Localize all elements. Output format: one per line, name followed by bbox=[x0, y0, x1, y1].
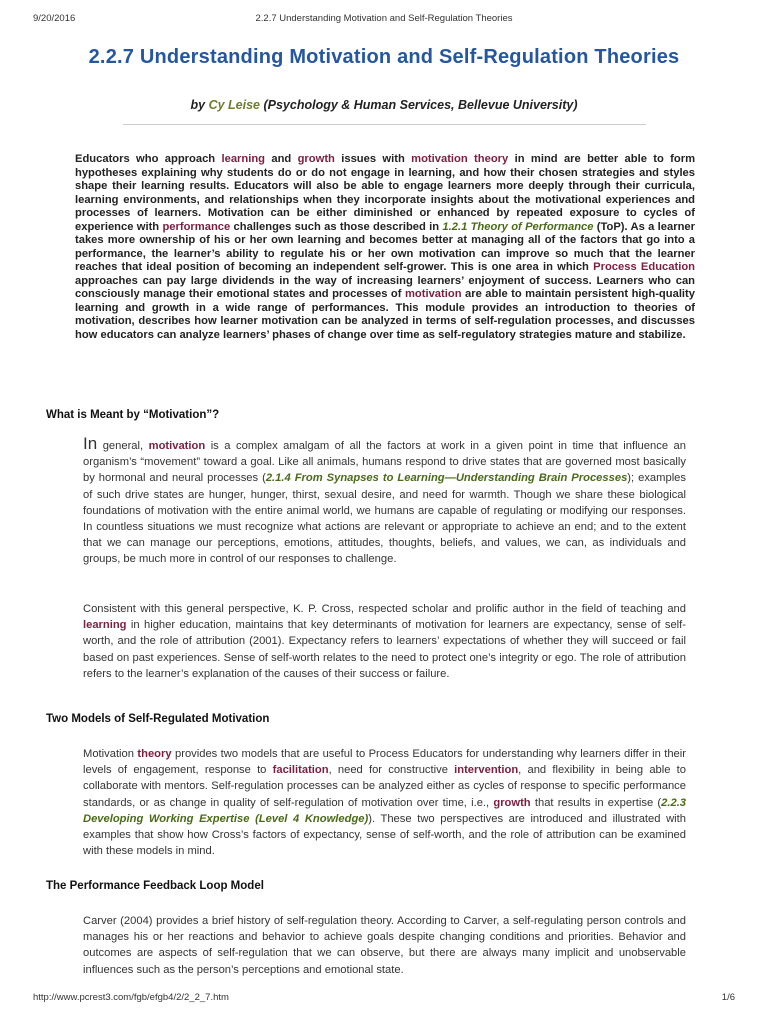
body-text: in higher education, maintains that key determinants of motivation for learners are expectancy, sense of self-worth, and the role of attribution (2001). Expectancy refers to learners’ expectations of whether they will succeed or fail based on past experiences. Sense of self-worth relates to the need to protect one’s integrity or ego. The role of attribution refers to the learner’s explanation of the causes of their success or failure. bbox=[83, 619, 686, 680]
module-link-theory-of-performance[interactable]: 1.2.1 Theory of Performance bbox=[442, 220, 594, 233]
section-heading-two-models: Two Models of Self-Regulated Motivation bbox=[46, 713, 270, 725]
body-text: ); examples of such drive states are hunger, hunger, thirst, sexual desire, and need for warmth. Though we share these biological foundations of motivation with the entire animal world, we humans are capable of regulating or modifying our responses. In countless situations we must recognize what actions are relevant or appropriate to achieve an end; and to the extent that we can manage our perceptions, emotions, attitudes, thoughts, beliefs, and values, we can, as individuals and groups, be much more in control of our responses to challenge. bbox=[83, 472, 686, 566]
intro-text: (ToP). As a learner takes more ownership of his or her own learning and becomes better at managing all of the factors that go into a performance, the learner’s ability to regulate his or her own motivation can improve so much that the learner reaches that ideal position of becoming an independent self-grower. This is one area in which bbox=[75, 220, 695, 273]
module-link-synapses-to-learning[interactable]: 2.1.4 From Synapses to Learning—Understanding Brain Processes bbox=[265, 472, 628, 485]
drop-cap: In bbox=[83, 434, 98, 453]
body-text: , and flexibility in being able to collaborate with mentors. Self-regulation processes can be analyzed either as cycles of response to specific performance standards, or as change in quality of self-regulation of motivation over time, i.e., bbox=[83, 764, 687, 809]
glossary-link-growth[interactable]: growth bbox=[493, 796, 531, 809]
glossary-link-theory[interactable]: theory bbox=[137, 748, 172, 760]
body-text: that results in expertise ( bbox=[530, 796, 662, 809]
glossary-link-intervention[interactable]: intervention bbox=[454, 764, 519, 777]
glossary-link-learning[interactable]: learning bbox=[221, 153, 265, 165]
intro-text: and bbox=[265, 153, 298, 165]
glossary-link-performance[interactable]: performance bbox=[162, 220, 231, 233]
glossary-link-process-education[interactable]: Process Education bbox=[593, 261, 695, 273]
intro-text: are able to maintain persistent high-quality learning and growth in a wide range of performances. This module provides an introduction to theories of motivation, describes how learner motivation can be analyzed in terms of self-regulation processes, and discusses how educators can analyze learners’ phases of change over time as self-regulatory strategies mature and stabilize. bbox=[75, 288, 695, 341]
paragraph-cross-perspective bbox=[83, 601, 686, 682]
print-url: http://www.pcrest3.com/fgb/efgb4/2/2_2_7.htm bbox=[33, 992, 229, 1003]
body-text: ). These two perspectives are introduced and illustrated with examples that show how Cross’s factors of expectancy, sense of self-worth, and the role of attribution can be examined with these models in mind. bbox=[83, 812, 686, 858]
print-page-title: 2.2.7 Understanding Motivation and Self-Regulation Theories bbox=[255, 13, 513, 24]
glossary-link-motivation[interactable]: motivation bbox=[148, 440, 206, 452]
section-heading-feedback-loop: The Performance Feedback Loop Model bbox=[46, 880, 264, 892]
section-heading-motivation: What is Meant by “Motivation”? bbox=[46, 409, 220, 421]
print-page-number: 1/6 bbox=[721, 992, 735, 1003]
intro-paragraph bbox=[75, 153, 695, 342]
body-text: Motivation bbox=[83, 748, 138, 760]
print-date: 9/20/2016 bbox=[33, 13, 76, 24]
intro-text: approaches can pay large dividends in the way of increasing learners’ enjoyment of success. Learners who can consciously manage their emotional states and processes of bbox=[75, 274, 695, 300]
byline bbox=[33, 98, 735, 112]
paragraph-general-motivation bbox=[83, 436, 686, 568]
glossary-link-motivation-theory[interactable]: motivation theory bbox=[411, 153, 509, 165]
body-text: is a complex amalgam of all the factors at work in a given point in time that influence an organism’s “movement” toward a goal. Like all animals, humans respond to drive states that are governed most basically by hormonal and neural processes ( bbox=[83, 440, 686, 485]
body-text: provides two models that are useful to Process Educators for understanding why learners differ in their levels of engagement, response to bbox=[83, 748, 686, 777]
glossary-link-motivation[interactable]: motivation bbox=[404, 288, 462, 300]
body-text: Consistent with this general perspective, K. P. Cross, respected scholar and prolific author in the field of teaching and bbox=[83, 603, 686, 615]
title-divider bbox=[123, 124, 646, 125]
glossary-link-facilitation[interactable]: facilitation bbox=[272, 764, 329, 777]
paragraph-carver: Carver (2004) provides a brief history of self-regulation theory. According to Carver, a self-regulating person controls and manages his or her reactions and behavior to achieve goals despite changing conditions and priorities. Behavior and outcomes are aspects of self-regulation that we can observe, but there are always many implicit and unobservable influences such as the person’s perceptions and emotional state. bbox=[83, 915, 686, 976]
intro-text: challenges such as those described in bbox=[230, 220, 443, 233]
paragraph-two-models bbox=[83, 746, 686, 859]
intro-text: in mind are better able to form hypotheses explaining why students do or do not engage in learning, and how their chosen strategies and styles shape their learning results. Educators will also be able to engage learners more deeply through their curricula, learning environments, and relationships when they incorporate insights about the motivational experiences and processes of learners. Motivation can be either diminished or enhanced by repeated exposure to cycles of experience with bbox=[75, 153, 696, 233]
intro-text: issues with bbox=[334, 153, 412, 165]
article-title: 2.2.7 Understanding Motivation and Self-Regulation Theories bbox=[88, 46, 680, 68]
body-text: , need for constructive bbox=[328, 764, 455, 777]
glossary-link-learning[interactable]: learning bbox=[83, 619, 127, 632]
author-link[interactable]: Cy Leise bbox=[208, 98, 260, 112]
author-affiliation: (Psychology & Human Services, Bellevue University) bbox=[260, 98, 578, 112]
byline-prefix: by bbox=[190, 98, 209, 112]
body-text: general, bbox=[97, 440, 149, 452]
intro-text: Educators who approach bbox=[75, 153, 222, 165]
module-link-working-expertise[interactable]: 2.2.3 Developing Working Expertise (Level 4 Knowledge) bbox=[83, 796, 687, 825]
glossary-link-growth[interactable]: growth bbox=[297, 153, 335, 165]
